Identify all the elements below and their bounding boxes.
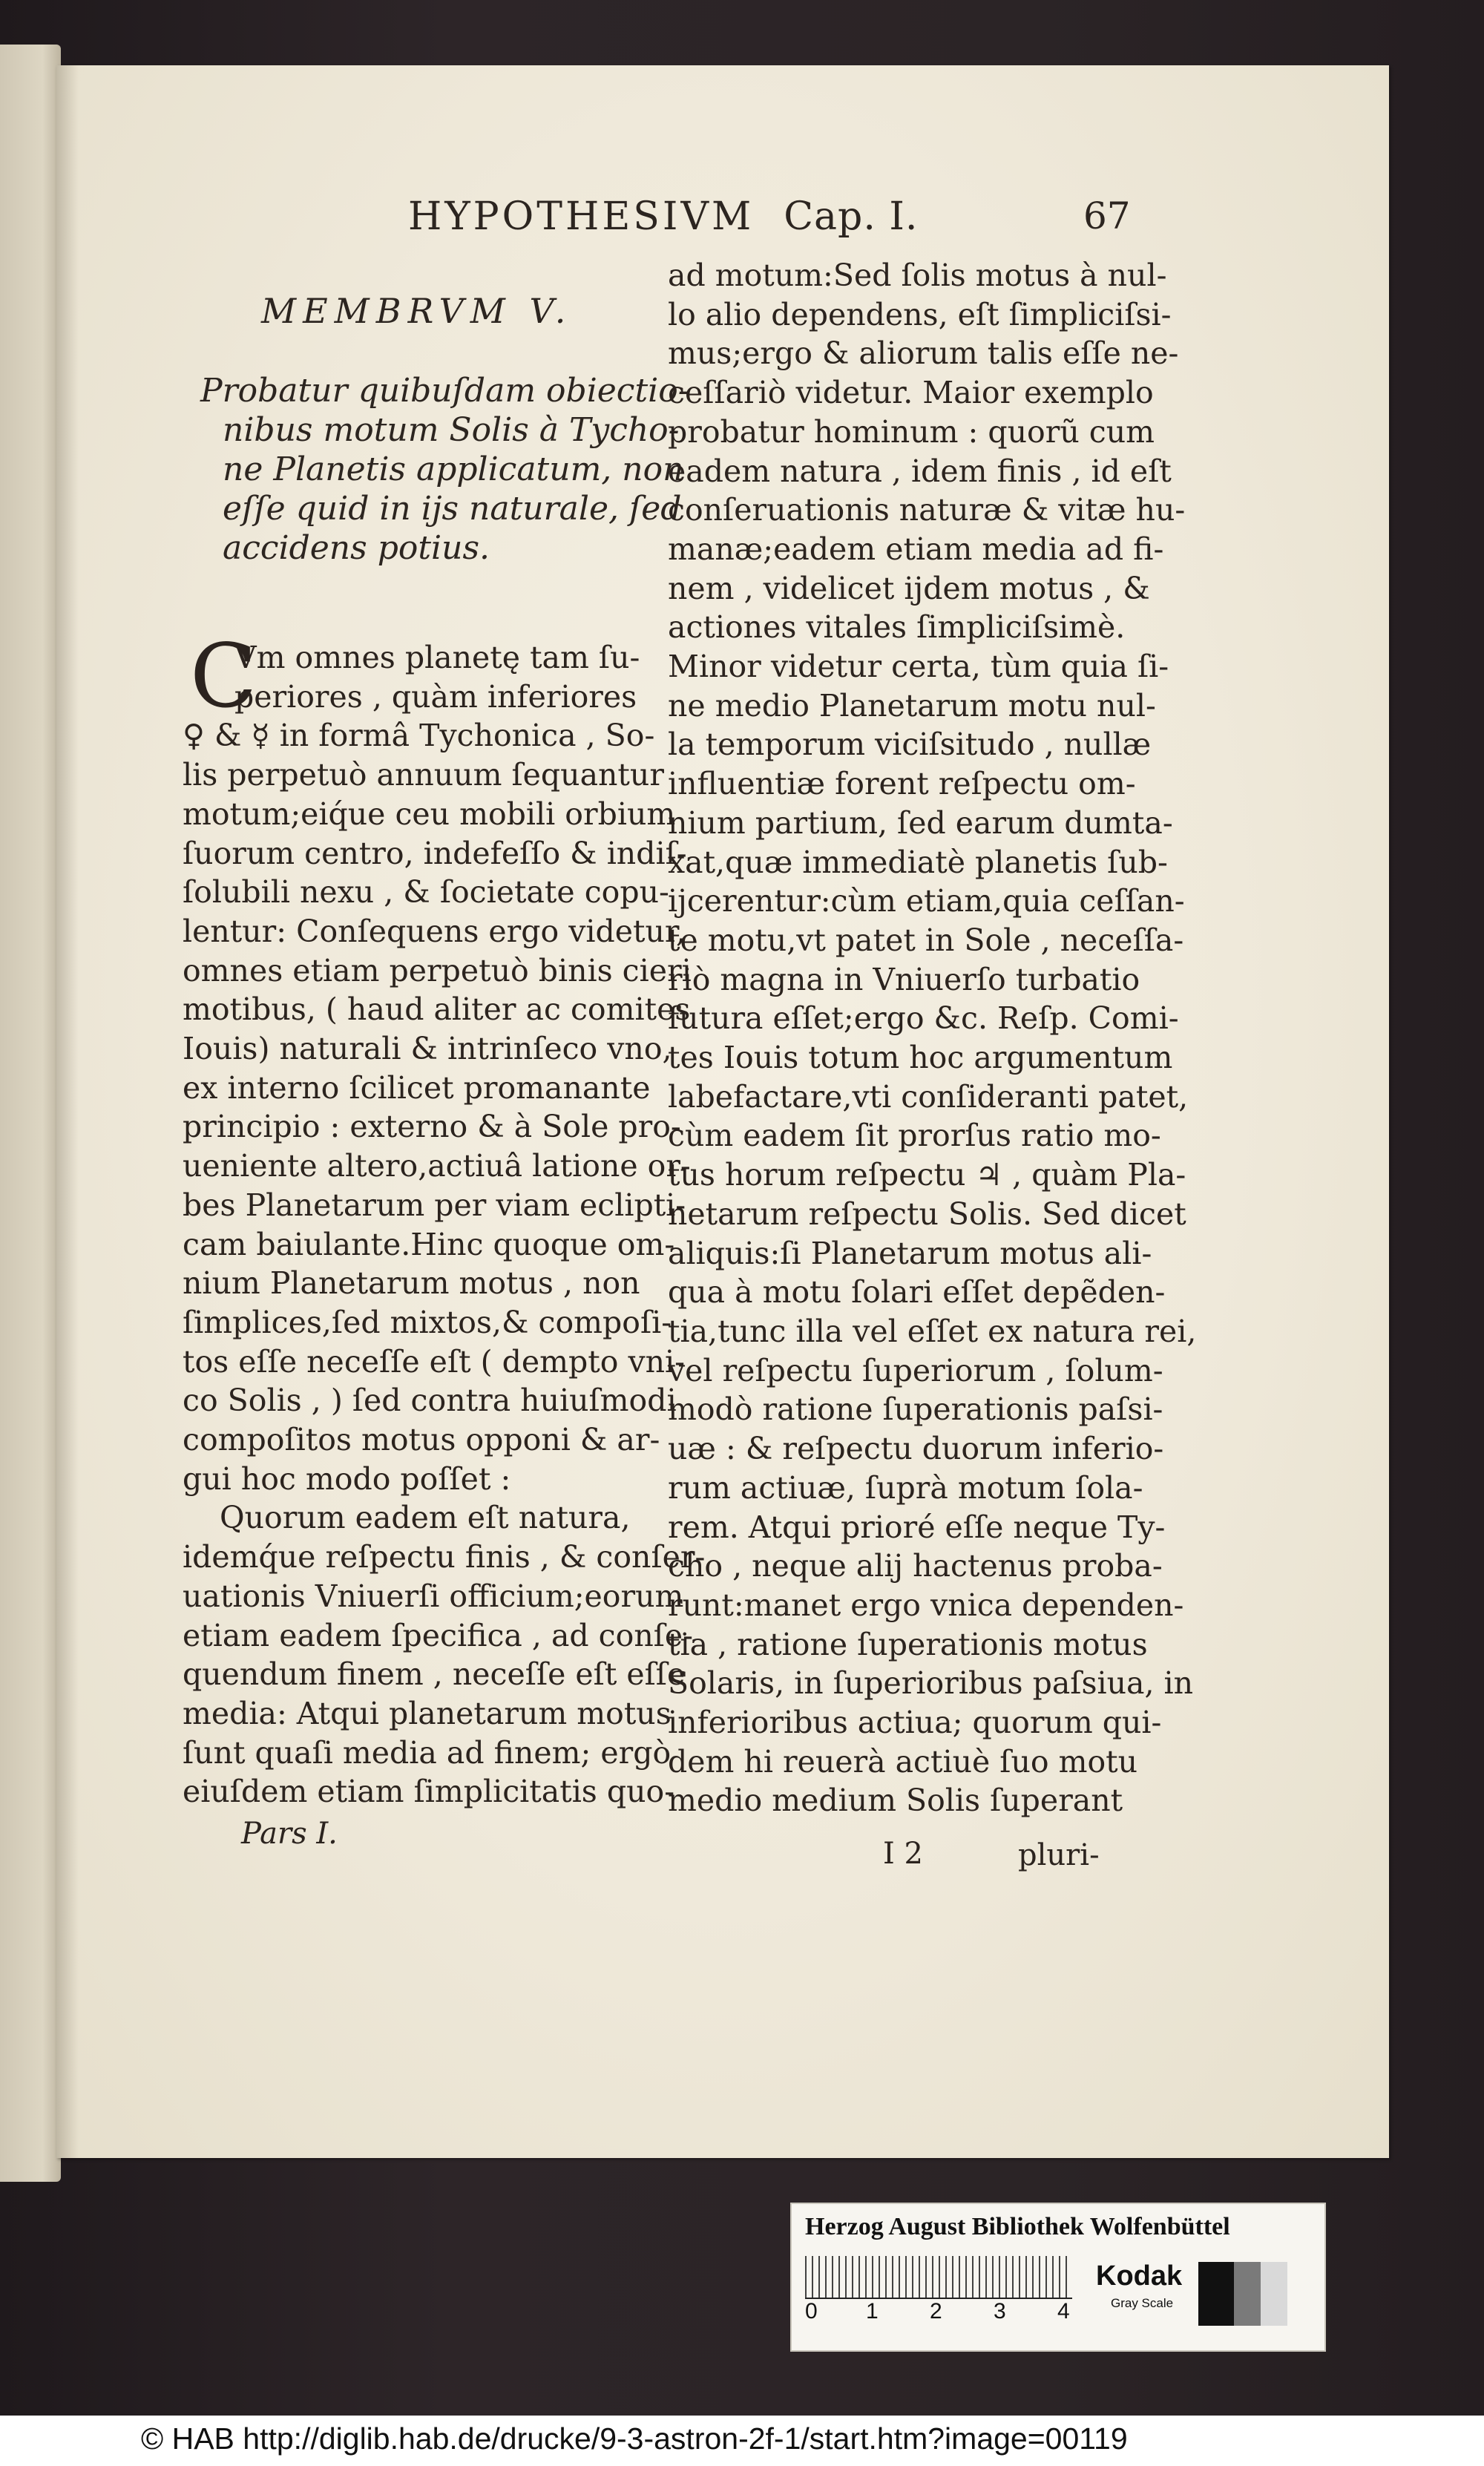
signature-note: Pars I. (241, 1817, 338, 1851)
gray-swatch-black (1198, 2262, 1234, 2326)
text-line: tos eſſe neceſſe eſt ( dempto vni- (183, 1343, 686, 1380)
text-line: la temporum viciſsitudo , nullæ (668, 727, 1152, 763)
text-line: ſimplices,ſed mixtos,& compoſi- (183, 1304, 672, 1340)
text-line: futura eſſet;ergo &c. Reſp. Comi- (668, 1000, 1179, 1037)
text-line: cam baiulante.Hinc quoque om- (183, 1226, 675, 1262)
left-text-column (183, 638, 706, 1811)
summary-line: nibus motum Solis à Tycho- (223, 411, 680, 449)
text-line: principio : externo & à Sole pro- (183, 1109, 681, 1145)
text-line: labefactare,vti conſideranti patet, (668, 1078, 1189, 1115)
text-line: runt:manet ergo vnica dependen- (668, 1587, 1184, 1623)
text-line: medio medium Solis ſuperant (668, 1783, 1123, 1819)
text-line: compoſitos motus opponi & ar- (183, 1422, 660, 1458)
text-line: Solaris, in ſuperioribus paſsiua, in (668, 1665, 1194, 1702)
gray-scale-label: Gray Scale (1111, 2296, 1174, 2310)
running-head-chapter: Cap. I. (784, 194, 919, 239)
text-line: quendum finem , neceſſe eſt eſſe (183, 1656, 686, 1693)
text-line: netarum reſpectu Solis. Sed dicet (668, 1196, 1186, 1232)
ruler-ticks (805, 2256, 1072, 2298)
running-head (408, 194, 918, 239)
text-line: nium partium, ſed earum dumta- (668, 804, 1173, 841)
text-line: tes Iouis totum hoc argumentum (668, 1040, 1173, 1076)
text-line: co Solis , ) ſed contra huiuſmodi (183, 1383, 677, 1419)
right-text-column (668, 256, 1197, 1820)
text-line: ſuorum centro, indefeſſo & indiſ- (183, 835, 687, 871)
text-line: ueniente altero,actiuâ latione or- (183, 1148, 691, 1184)
page-number: 67 (1083, 194, 1131, 237)
text-line: uationis Vniuerſi officium;eorum (183, 1578, 684, 1614)
text-line: Quorum eadem eſt natura, (220, 1500, 631, 1536)
previous-page-edge (0, 45, 61, 2182)
text-line: aliquis:ſi Planetarum motus ali- (668, 1235, 1152, 1271)
text-line: te motu,vt patet in Sole , neceſſa- (668, 922, 1184, 958)
summary-line: ne Planetis applicatum, non (223, 450, 684, 488)
ruler-number: 3 (994, 2299, 1006, 2324)
text-line: cho , neque alij hactenus proba- (668, 1548, 1163, 1584)
text-line: periores , quàm inferiores (234, 678, 637, 715)
text-line: cùm eadem ſit prorſus ratio mo- (668, 1118, 1161, 1154)
ruler-number: 2 (930, 2299, 942, 2324)
text-line: tia , ratione ſuperationis motus (668, 1626, 1148, 1662)
text-line: bes Planetarum per viam eclipti- (183, 1187, 686, 1223)
text-line: riò magna in Vniuerſo turbatio (668, 961, 1140, 997)
section-summary (200, 371, 689, 568)
chart-library-title: Herzog August Bibliothek Wolfenbüttel (805, 2213, 1230, 2240)
text-line: lentur: Conſequens ergo videtur, (183, 913, 686, 949)
text-line: dem hi reuerà actiuè ſuo motu (668, 1743, 1138, 1780)
text-line: ne medio Planetarum motu nul- (668, 687, 1156, 724)
copyright-footer (0, 2416, 1484, 2466)
text-line: tia,tunc illa vel eſſet ex natura rei, (668, 1313, 1197, 1349)
drop-cap: C (190, 625, 257, 727)
ruler-number: 4 (1057, 2299, 1070, 2324)
gray-swatch-mid (1234, 2262, 1261, 2326)
text-line: lis perpetuò annuum ſequantur (183, 757, 664, 793)
text-line: rem. Atqui prioré eſſe neque Ty- (668, 1509, 1166, 1545)
text-line: eadem natura , idem finis , id eſt (668, 453, 1172, 489)
text-line: idemq́ue reſpectu finis , & conſer- (183, 1539, 706, 1575)
text-line: ſunt quaſi media ad finem; ergò (183, 1734, 672, 1771)
text-line: vel reſpectu ſuperiorum , ſolum- (668, 1352, 1163, 1388)
text-line: modò ratione ſuperationis paſsi- (668, 1391, 1163, 1428)
text-line: nem , videlicet ijdem motus , & (668, 570, 1150, 606)
text-line: ex interno ſcilicet promanante (183, 1069, 651, 1106)
text-line: xat,quæ immediatè planetis ſub- (668, 844, 1168, 880)
text-line: eiuſdem etiam ſimplicitatis quo- (183, 1774, 675, 1810)
text-line: ceſſariò videtur. Maior exemplo (668, 375, 1154, 411)
text-line: Iouis) naturali & intrinſeco vno, (183, 1031, 672, 1067)
text-line: probatur hominum : quorũ cum (668, 413, 1155, 450)
page-gutter-shadow (56, 65, 79, 2158)
text-line: qua à motu ſolari eſſet depẽden- (668, 1274, 1166, 1311)
signature-mark: I 2 (883, 1837, 923, 1871)
ruler-number: 1 (866, 2299, 879, 2324)
text-line: rum actiuæ, ſuprà motum ſola- (668, 1469, 1143, 1506)
summary-line: Probatur quibuſdam obiectio- (200, 372, 689, 410)
kodak-logo: Kodak (1096, 2260, 1183, 2292)
color-calibration-chart (790, 2203, 1326, 2352)
text-line: motibus, ( haud aliter ac comites (183, 991, 691, 1028)
text-line: motum;eiq́ue ceu mobili orbium (183, 796, 676, 832)
text-line: etiam eadem ſpecifica , ad conſe- (183, 1617, 694, 1653)
text-line: tus horum reſpectu ♃ , quàm Pla- (668, 1157, 1186, 1193)
text-line: Vm omnes planetę tam ſu- (234, 640, 640, 675)
copyright-link[interactable]: © HAB http://diglib.hab.de/drucke/9-3-astron-2f-1/start.htm?image=00119 (141, 2421, 1128, 2456)
gray-swatch-light (1261, 2262, 1287, 2326)
text-line: omnes etiam perpetuò binis cieri (183, 952, 692, 988)
text-line: actiones vitales ſimpliciſsimè. (668, 609, 1126, 646)
text-line: nium Planetarum motus , non (183, 1265, 640, 1302)
text-line: ſolubili nexu , & ſocietate copu- (183, 874, 669, 911)
catchword: pluri- (1018, 1838, 1100, 1872)
text-line: influentiæ forent reſpectu om- (668, 766, 1136, 802)
text-line: Minor videtur certa, tùm quia ſi- (668, 649, 1169, 685)
summary-line: accidens potius. (223, 529, 490, 567)
text-line: ijcerentur:cùm etiam,quia ceſſan- (668, 883, 1185, 919)
measurement-ruler (805, 2256, 1072, 2299)
text-line: ad motum:Sed ſolis motus à nul- (668, 258, 1167, 293)
text-line: uæ : & reſpectu duorum inferio- (668, 1431, 1164, 1467)
text-line: ♀ & ☿ in formâ Tychonica , So- (183, 718, 655, 754)
text-line: gui hoc modo poſſet : (183, 1460, 511, 1497)
text-line: mus;ergo & aliorum talis eſſe ne- (668, 335, 1179, 372)
text-line: media: Atqui planetarum motus (183, 1695, 672, 1731)
running-head-title: HYPOTHESIVM (408, 194, 755, 239)
text-line: conſeruationis naturæ & vitæ hu- (668, 492, 1186, 528)
text-line: inferioribus actiua; quorum qui- (668, 1705, 1162, 1741)
section-heading: MEMBRVM V. (261, 291, 573, 331)
text-line: manæ;eadem etiam media ad fi- (668, 531, 1164, 567)
summary-line: eſſe quid in ijs naturale, ſed (223, 490, 682, 528)
ruler-number: 0 (805, 2299, 818, 2324)
text-line: lo alio dependens, eſt ſimpliciſsi- (668, 296, 1172, 332)
